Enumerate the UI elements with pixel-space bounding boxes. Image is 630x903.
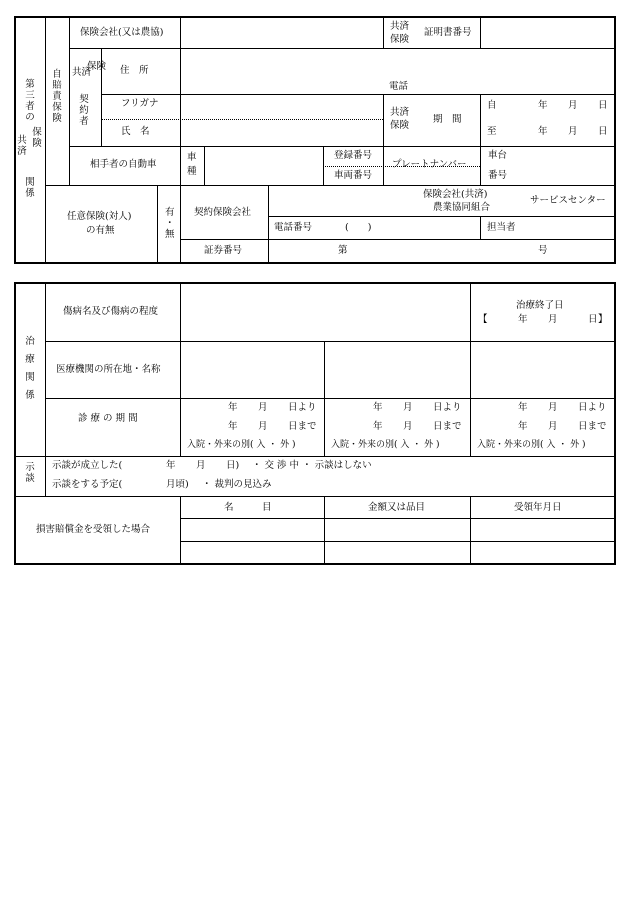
hoken-label-top: 保険 bbox=[87, 61, 107, 72]
policy-go: 号 bbox=[538, 245, 548, 256]
damages-date-field-1[interactable] bbox=[471, 519, 614, 541]
period-to-label: 至 bbox=[487, 126, 497, 137]
period-from-label: 自 bbox=[487, 100, 497, 111]
insurance-company-label: 保険会社(又は農協) bbox=[80, 27, 164, 38]
kankei-label: 関係 bbox=[25, 177, 35, 199]
option-separator: ・ bbox=[165, 218, 175, 229]
vehicle-type-bottom: 種 bbox=[187, 166, 197, 177]
facility-field-2[interactable] bbox=[325, 342, 470, 398]
furigana-field[interactable] bbox=[181, 95, 383, 119]
period-label: 期 間 bbox=[433, 114, 462, 125]
policy-number-label: 証券番号 bbox=[204, 245, 243, 256]
certificate-number-label: 証明書番号 bbox=[424, 27, 472, 38]
trial-expected: ・ 裁判の見込み bbox=[202, 479, 272, 490]
settlement-planned: 示談をする予定( bbox=[52, 479, 123, 490]
damages-date-field-2[interactable] bbox=[471, 542, 614, 564]
damages-col-date: 受領年月日 bbox=[514, 502, 562, 513]
kyosai-label: 共済 bbox=[17, 135, 27, 157]
period-to-day: 日 bbox=[598, 126, 608, 137]
period-from-day: 日 bbox=[598, 100, 608, 111]
service-center-label: サービスセンター bbox=[530, 195, 606, 206]
injury-field[interactable] bbox=[181, 284, 470, 341]
facility-field-3[interactable] bbox=[471, 342, 614, 398]
col3-year-from: 年 bbox=[518, 402, 528, 413]
period-hoken: 保険 bbox=[390, 120, 410, 131]
damages-col-item: 名 目 bbox=[224, 502, 272, 513]
settlement-options: ・ 交 渉 中 ・ 示談はしない bbox=[252, 460, 372, 471]
period-to-year: 年 bbox=[538, 126, 548, 137]
damages-label: 損害賠償金を受領した場合 bbox=[36, 524, 151, 535]
col2-month-from: 月 bbox=[403, 402, 413, 413]
col2-from: 日より bbox=[433, 402, 462, 413]
hoken-label: 保険 bbox=[32, 127, 42, 149]
option-no[interactable]: 無 bbox=[165, 229, 175, 240]
col1-month-from: 月 bbox=[258, 402, 268, 413]
treatment-end-month: 月 bbox=[548, 314, 558, 325]
name-label: 氏 名 bbox=[121, 126, 150, 137]
treatment-end-title: 治療終了日 bbox=[516, 300, 564, 311]
col1-from: 日より bbox=[288, 402, 317, 413]
kyosai-label-left: 共済 bbox=[72, 67, 92, 78]
plate-number-label: プレートナンバー bbox=[392, 159, 467, 170]
period-to-month: 月 bbox=[568, 126, 578, 137]
address-label: 住 所 bbox=[120, 65, 149, 76]
settlement-planned-month: 月頃) bbox=[166, 479, 189, 490]
treatment-end-day: 日 bbox=[588, 314, 598, 325]
treatment-label: 治療関係 bbox=[25, 336, 35, 402]
damages-item-field-2[interactable] bbox=[181, 542, 324, 564]
settlement-month: 月 bbox=[196, 460, 206, 471]
company-kyosai-label: 保険会社(共済) bbox=[423, 189, 488, 200]
facility-field-1[interactable] bbox=[181, 342, 324, 398]
optional-insurance-label-2: の有無 bbox=[86, 225, 115, 236]
optional-insurance-label-1: 任意保険(対人) bbox=[67, 211, 132, 222]
period-of-treatment-label: 診 療 の 期 間 bbox=[78, 413, 138, 424]
cert-kyosai: 共済 bbox=[390, 21, 410, 32]
period-from-year: 年 bbox=[538, 100, 548, 111]
settlement-concluded: 示談が成立した( bbox=[52, 460, 123, 471]
period-from-month: 月 bbox=[568, 100, 578, 111]
treatment-end-close: 】 bbox=[598, 314, 608, 325]
third-party-label: 第三者の bbox=[25, 79, 35, 123]
certificate-number-field[interactable] bbox=[481, 17, 614, 48]
col1-year-from: 年 bbox=[228, 402, 238, 413]
phone-label: 電話 bbox=[389, 81, 409, 92]
period-kyosai: 共済 bbox=[390, 107, 410, 118]
company-phone-paren: ( ) bbox=[345, 222, 372, 233]
chassis-label-top: 車台 bbox=[488, 150, 508, 161]
damages-amount-field-1[interactable] bbox=[325, 519, 470, 541]
col2-inpatient-outpatient[interactable]: 入院・外来の別( 入 ・ 外 ) bbox=[331, 440, 440, 450]
injury-label: 傷病名及び傷病の程度 bbox=[63, 306, 159, 317]
furigana-label: フリガナ bbox=[121, 98, 159, 109]
col2-month-to: 月 bbox=[403, 421, 413, 432]
agri-coop-label: 農業協同組合 bbox=[433, 202, 491, 213]
settlement-label: 示談 bbox=[25, 462, 35, 484]
facility-label: 医療機関の所在地・名称 bbox=[56, 364, 161, 375]
person-in-charge-label: 担当者 bbox=[487, 222, 516, 233]
name-field[interactable] bbox=[181, 120, 383, 146]
vehicle-type-top: 車 bbox=[187, 152, 197, 163]
col2-year-to: 年 bbox=[373, 421, 383, 432]
damages-col-amount: 金額又は品目 bbox=[368, 502, 426, 513]
option-yes[interactable]: 有 bbox=[165, 207, 175, 218]
settlement-day: 日) bbox=[226, 460, 240, 471]
chassis-label-bottom: 番号 bbox=[488, 170, 508, 181]
vehicle-number-label: 車両番号 bbox=[334, 170, 373, 181]
col3-month-from: 月 bbox=[548, 402, 558, 413]
cert-hoken: 保険 bbox=[390, 34, 410, 45]
col3-from: 日より bbox=[578, 402, 607, 413]
keiyakusha-label: 契約者 bbox=[79, 94, 89, 127]
contract-company-label: 契約保険会社 bbox=[194, 207, 252, 218]
col1-year-to: 年 bbox=[228, 421, 238, 432]
treatment-end-year: 年 bbox=[518, 314, 528, 325]
damages-amount-field-2[interactable] bbox=[325, 542, 470, 564]
col3-to: 日まで bbox=[578, 421, 607, 432]
col2-to: 日まで bbox=[433, 421, 462, 432]
policy-dai: 第 bbox=[338, 245, 348, 256]
settlement-year: 年 bbox=[166, 460, 176, 471]
treatment-end-open: 【 bbox=[478, 314, 488, 325]
policy-number-field[interactable] bbox=[350, 240, 530, 262]
company-phone-label: 電話番号 bbox=[274, 222, 313, 233]
col2-year-from: 年 bbox=[373, 402, 383, 413]
vehicle-type-field[interactable] bbox=[205, 147, 323, 185]
damages-item-field-1[interactable] bbox=[181, 519, 324, 541]
col3-inpatient-outpatient[interactable]: 入院・外来の別( 入 ・ 外 ) bbox=[477, 440, 586, 450]
col1-to: 日まで bbox=[288, 421, 317, 432]
insurance-company-field[interactable] bbox=[181, 17, 383, 48]
jibai-label: 自賠責保険 bbox=[52, 69, 62, 124]
col1-inpatient-outpatient[interactable]: 入院・外来の別( 入 ・ 外 ) bbox=[187, 440, 296, 450]
opponent-vehicle-label: 相手者の自動車 bbox=[90, 159, 157, 170]
col3-month-to: 月 bbox=[548, 421, 558, 432]
col1-month-to: 月 bbox=[258, 421, 268, 432]
registration-number-label: 登録番号 bbox=[334, 150, 373, 161]
col3-year-to: 年 bbox=[518, 421, 528, 432]
